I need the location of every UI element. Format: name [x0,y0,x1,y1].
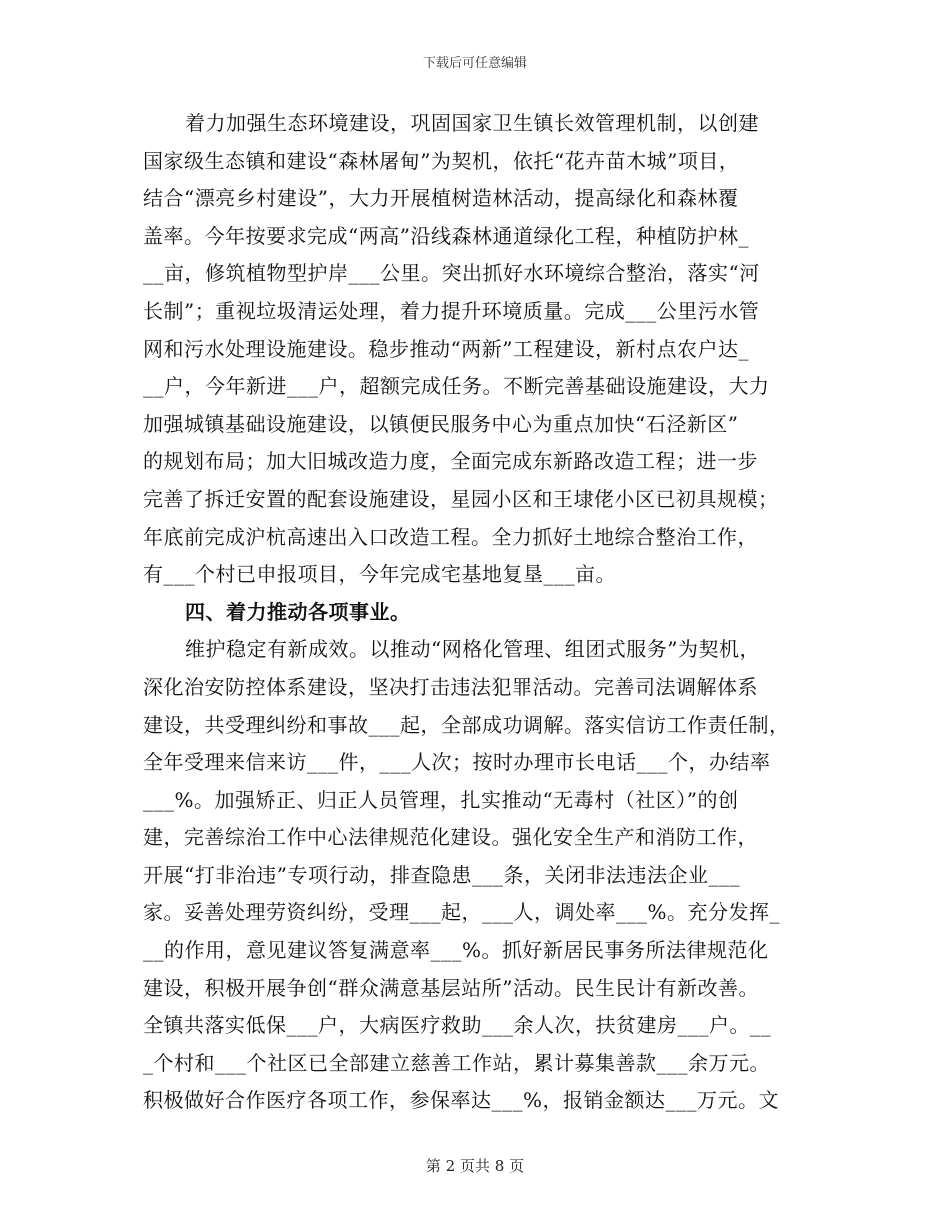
paragraph-line: _个村和___个社区已全部建立慈善工作站，累计募集善款___余万元。 [143,1050,770,1075]
paragraph-line: 年底前完成沪杭高速出入口改造工程。全力抓好土地综合整治工作， [143,524,758,549]
paragraph-line: 全年受理来信来访___件，___人次；按时办理市长电话___个，办结率 [143,750,771,775]
paragraph-line: 网和污水处理设施建设。稳步推动“两新”工程建设，新村点农户达_ [143,336,749,361]
paragraph-line: __亩，修筑植物型护岸___公里。突出抓好水环境综合整治，落实“河 [143,261,760,286]
paragraph-line: 长制”；重视垃圾清运处理，着力提升环境质量。完成___公里污水管 [143,298,760,323]
paragraph-line: 积极做好合作医疗各项工作，参保率达___%，报销金额达___万元。文 [143,1088,780,1113]
paragraph-line: 开展“打非治违”专项行动，排查隐患___条，关闭非法违法企业___ [143,862,740,887]
paragraph-line: 建设，积极开展争创“群众满意基层站所”活动。民生民计有新改善。 [143,975,759,1000]
paragraph-line: 国家级生态镇和建设“森林屠甸”为契机，依托“花卉苗木城”项目， [143,148,740,173]
paragraph-line: 盖率。今年按要求完成“两高”沿线森林通道绿化工程，种植防护林_ [143,223,749,248]
paragraph-line: __的作用，意见建议答复满意率___%。抓好新居民事务所法律规范化 [143,938,769,963]
paragraph-line: ___%。加强矫正、归正人员管理，扎实推动“无毒村（社区）”的创 [143,787,739,812]
paragraph-line: 的规划布局；加大旧城改造力度，全面完成东新路改造工程；进一步 [143,449,758,474]
page-footer: 第 2 页共 8 页 [425,1157,525,1175]
paragraph-line: 维护稳定有新成效。以推动“网格化管理、组团式服务”为契机， [185,637,760,662]
paragraph-line: 建设，共受理纠纷和事故___起，全部成功调解。落实信访工作责任制， [143,712,790,737]
paragraph-line: 结合“漂亮乡村建设”，大力开展植树造林活动，提高绿化和森林覆 [143,186,739,211]
paragraph-line: 全镇共落实低保___户，大病医疗救助___余人次，扶贫建房___户。__ [143,1013,771,1038]
paragraph-line: 加强城镇基础设施建设，以镇便民服务中心为重点加快“石泾新区” [143,411,739,436]
paragraph-line: 有___个村已申报项目，今年完成宅基地复垦___亩。 [143,562,616,587]
paragraph-line: 完善了拆迁安置的配套设施建设，星园小区和王埭佬小区已初具规模； [143,486,779,511]
paragraph-line: 着力加强生态环境建设，巩固国家卫生镇长效管理机制，以创建 [185,111,759,135]
paragraph-line: __户，今年新进___户，超额完成任务。不断完善基础设施建设，大力 [143,374,770,399]
page-header: 下载后可任意编辑 [422,56,527,71]
section-heading: 四、着力推动各项事业。 [185,599,411,624]
paragraph-line: 家。妥善处理劳资纠纷，受理___起，___人，调处率___%。充分发挥_ [143,900,781,925]
paragraph-line: 深化治安防控体系建设，坚决打击违法犯罪活动。完善司法调解体系 [143,674,758,699]
document-body [143,105,811,1120]
paragraph-line: 建，完善综治工作中心法律规范化建设。强化安全生产和消防工作， [143,825,758,850]
